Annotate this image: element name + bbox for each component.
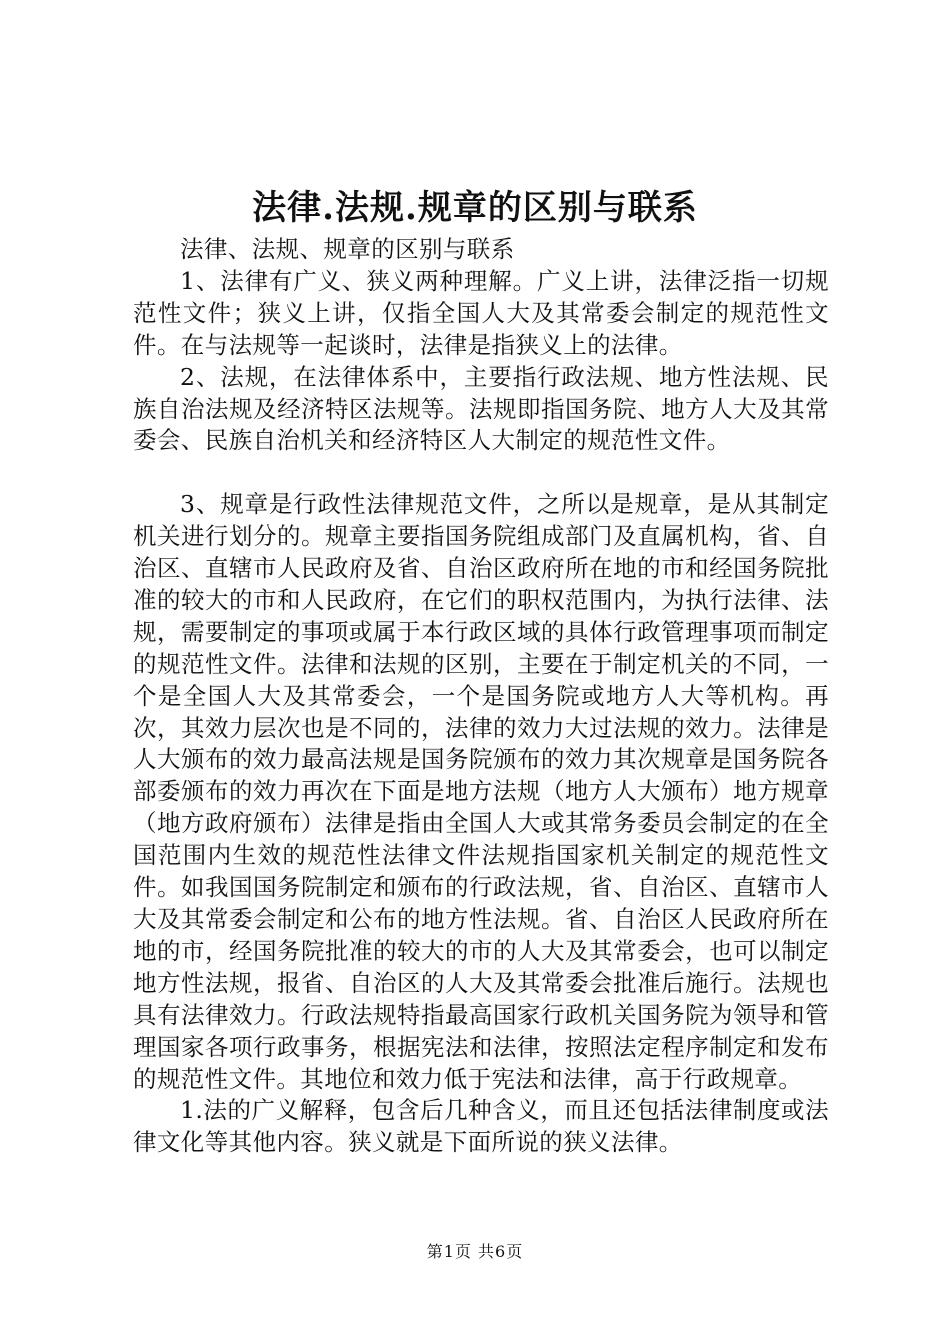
paragraph-rules-definition: 3、规章是行政性法律规范文件，之所以是规章，是从其制定机关进行划分的。规章主要指国务院组成部门及直属机构，省、自治区、直辖市人民政府及省、自治区政府所在地的市和经国务院批准的较大的市和人民政府，在它们的职权范围内，为执行法律、法规，需要制定的事项或属于本行政区域的具体行政管理事项而制定的规范性文件。法律和法规的区别，主要在于制定机关的不同，一个是全国人大及其常委会，一个是国务院或地方人大等机构。再次，其效力层次也是不同的，法律的效力大过法规的效力。法律是人大颁布的效力最高法规是国务院颁布的效力其次规章是国务院各部委颁布的效力再次在下面是地方法规（地方人大颁布）地方规章（地方政府颁布）法律是指由全国人大或其常务委员会制定的在全国范围内生效的规范性法律文件法规指国家机关制定的规范性文件。如我国国务院制定和颁布的行政法规，省、自治区、直辖市人大及其常委会制定和公布的地方性法规。省、自治区人民政府所在地的市，经国务院批准的较大的市的人大及其常委会，也可以制定地方性法规，报省、自治区的人大及其常委会批准后施行。法规也具有法律效力。行政法规特指最高国家行政机关国务院为领导和管理国家各项行政事务，根据宪法和法律，按照法定程序制定和发布的规范性文件。其地位和效力低于宪法和法律，高于行政规章。 bbox=[133, 490, 829, 1093]
page-number: 第1页 共6页 bbox=[426, 1242, 524, 1261]
document-body bbox=[133, 234, 829, 1159]
paragraph-law-definition: 1、法律有广义、狭义两种理解。广义上讲，法律泛指一切规范性文件；狭义上讲，仅指全国人大及其常委会制定的规范性文件。在与法规等一起谈时，法律是指狭义上的法律。 bbox=[133, 266, 829, 359]
paragraph-broad-interpretation: 1.法的广义解释，包含后几种含义，而且还包括法律制度或法律文化等其他内容。狭义就是下面所说的狭义法律。 bbox=[133, 1096, 829, 1157]
paragraph-subtitle: 法律、法规、规章的区别与联系 bbox=[180, 235, 515, 263]
document-title: 法律.法规.规章的区别与联系 bbox=[252, 188, 698, 228]
paragraph-regulation-definition: 2、法规，在法律体系中，主要指行政法规、地方性法规、民族自治法规及经济特区法规等。法规即指国务院、地方人大及其常委会、民族自治机关和经济特区人大制定的规范性文件。 bbox=[133, 362, 829, 455]
